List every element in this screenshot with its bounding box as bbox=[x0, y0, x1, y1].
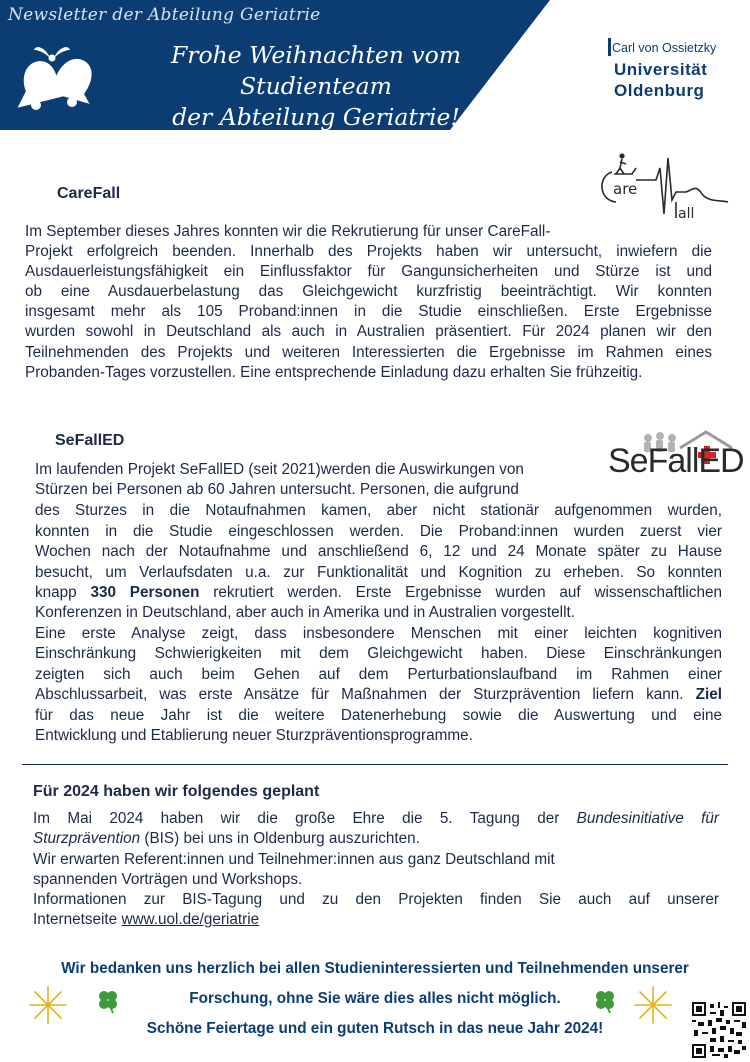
carefall-logo-text-2: all bbox=[678, 206, 695, 220]
sefalled-line: des Sturzes in die Notaufnahmen kamen, aber nicht stationär aufgenommen wurden, bbox=[35, 502, 722, 519]
carefall-logo-text-1: are bbox=[613, 180, 638, 198]
firework-icon bbox=[630, 984, 676, 1026]
qr-code[interactable] bbox=[692, 1002, 746, 1058]
sefalled-line: Eine erste Analyse zeigt, dass insbesondere Menschen mit einer leichten kognitiven bbox=[35, 625, 722, 642]
plans-heading: Für 2024 haben wir folgendes geplant bbox=[33, 783, 320, 800]
carefall-line: Ausdauerleistungsfähigkeit ein Einflussfaktor für Gangunsicherheiten und Stürze ist und bbox=[25, 263, 712, 280]
carefall-line: insgesamt mehr als 105 Proband:innen in die Studie einschließen. Erste Ergebnisse bbox=[25, 303, 712, 320]
plans-line: Informationen zur BIS-Tagung und zu den Projekten finden Sie auch auf unserer bbox=[33, 891, 719, 908]
uni-name-line-2: Universität bbox=[614, 60, 708, 79]
italic-text: Sturzprävention bbox=[33, 830, 141, 847]
closing-line-3: Schöne Feiertage und ein guten Rutsch in das neue Jahr 2024! bbox=[146, 1020, 604, 1037]
clover-icon bbox=[592, 988, 618, 1014]
plans-line bbox=[33, 809, 719, 830]
title-line-1: Frohe Weihnachten vom Studienteam bbox=[170, 41, 462, 100]
plans-line: spannenden Vorträgen und Workshops. bbox=[33, 871, 303, 888]
sefalled-line-goal bbox=[35, 685, 722, 706]
sefalled-line: Stürzen bei Personen ab 60 Jahren untersucht. Personen, die aufgrund bbox=[35, 481, 519, 498]
logo-bar bbox=[608, 38, 611, 56]
plans-line: Wir erwarten Referent:innen und Teilnehmer:innen aus ganz Deutschland mit bbox=[33, 851, 555, 868]
sefalled-logo-text: SeFallED bbox=[608, 442, 744, 480]
carefall-line: Projekt erfolgreich beenden. Innerhalb des Projekts haben wir untersucht, inwiefern die bbox=[25, 243, 712, 260]
text-span: (BIS) bei uns in Oldenburg auszurichten. bbox=[140, 830, 420, 847]
sefalled-line: Entwicklung und Etablierung neuer Sturzpräventionsprogramme. bbox=[35, 727, 473, 744]
carefall-line: ob eine Ausdauerbelastung das Gleichgewicht kurzfristig beeinträchtigt. Wir konnten bbox=[25, 283, 712, 300]
carefall-line: Teilnehmenden des Projekts und weiteren Interessierten die Ergebnisse im Rahmen eines bbox=[25, 344, 712, 361]
sefalled-line: Im laufenden Projekt SeFallED (seit 2021)werden die Auswirkungen von bbox=[35, 461, 524, 478]
title-line-2: der Abteilung Geriatrie! bbox=[172, 103, 460, 130]
clover-icon bbox=[95, 988, 121, 1014]
closing-line-1: Wir bedanken uns herzlich bei allen Studieninteressierten und Teilnehmenden unserer bbox=[61, 960, 689, 977]
newsletter-label: Newsletter der Abteilung Geriatrie bbox=[8, 5, 321, 25]
carefall-heading: CareFall bbox=[57, 185, 121, 202]
plans-line bbox=[33, 829, 719, 850]
section-divider bbox=[22, 764, 728, 765]
uni-name-line-1: Carl von Ossietzky bbox=[612, 41, 717, 55]
closing-line-2: Forschung, ohne Sie wäre dies alles nicht möglich. bbox=[189, 990, 561, 1007]
sefalled-line: zeigten sich auch beim Gehen auf dem Perturbationslaufband im Rahmen einer bbox=[35, 666, 722, 683]
goal-label: Ziel bbox=[695, 686, 722, 703]
carefall-line: Probanden-Tages vorzustellen. Eine entsprechende Einladung dazu erhalten Sie frühzeitig. bbox=[25, 364, 643, 381]
text-span: rekrutiert werden. Erste Ergebnisse wurden auf wissenschaftlichen bbox=[199, 584, 722, 601]
text-span: Internetseite bbox=[33, 911, 122, 928]
firework-icon bbox=[25, 984, 71, 1026]
carefall-line: wurden sowohl in Deutschland als auch in Australien präsentiert. Für 2024 planen wir den bbox=[25, 323, 712, 340]
christmas-bells-icon bbox=[6, 38, 106, 110]
sefalled-line: Konferenzen in Deutschland, aber auch in Amerika und in Australien vorgestellt. bbox=[35, 604, 575, 621]
sefalled-heading: SeFallED bbox=[55, 432, 125, 449]
italic-text: Bundesinitiative für bbox=[576, 810, 720, 827]
plans-line bbox=[33, 910, 719, 931]
uni-name-line-3: Oldenburg bbox=[614, 81, 705, 100]
website-link[interactable]: www.uol.de/geriatrie bbox=[121, 911, 260, 928]
sefalled-logo bbox=[600, 430, 742, 486]
text-span: Im Mai 2024 haben wir die große Ehre die 5. Tagung der bbox=[33, 810, 577, 827]
sefalled-line: konnten in die Studie eingeschlossen werden. Die Proband:innen wurden zuerst vier bbox=[35, 523, 722, 540]
sefalled-line-recruited bbox=[35, 583, 722, 604]
text-span: Abschlussarbeit, was erste Ansätze für Maßnahmen der Sturzprävention liefern kann. bbox=[35, 686, 696, 703]
text-span: knapp bbox=[35, 584, 91, 601]
sefalled-line: für das neue Jahr ist die weitere Datenerhebung sowie die Auswertung und eine bbox=[35, 707, 722, 724]
header-banner bbox=[0, 0, 750, 130]
carefall-logo bbox=[596, 150, 738, 220]
page-title bbox=[100, 40, 532, 130]
sefalled-line: besucht, um Verlaufsdaten u.a. zur Funktionalität und Kognition zu erheben. So konnten bbox=[35, 564, 722, 581]
recruited-count: 330 Personen bbox=[90, 584, 200, 601]
carefall-line: Im September dieses Jahres konnten wir die Rekrutierung für unser CareFall- bbox=[25, 223, 551, 240]
sefalled-line: Wochen nach der Notaufnahme und anschließend 6, 12 und 24 Monate später zu Hause bbox=[35, 543, 722, 560]
sefalled-line: Einschränkung Schwierigkeiten mit dem Gleichgewicht haben. Diese Einschränkungen bbox=[35, 645, 722, 662]
